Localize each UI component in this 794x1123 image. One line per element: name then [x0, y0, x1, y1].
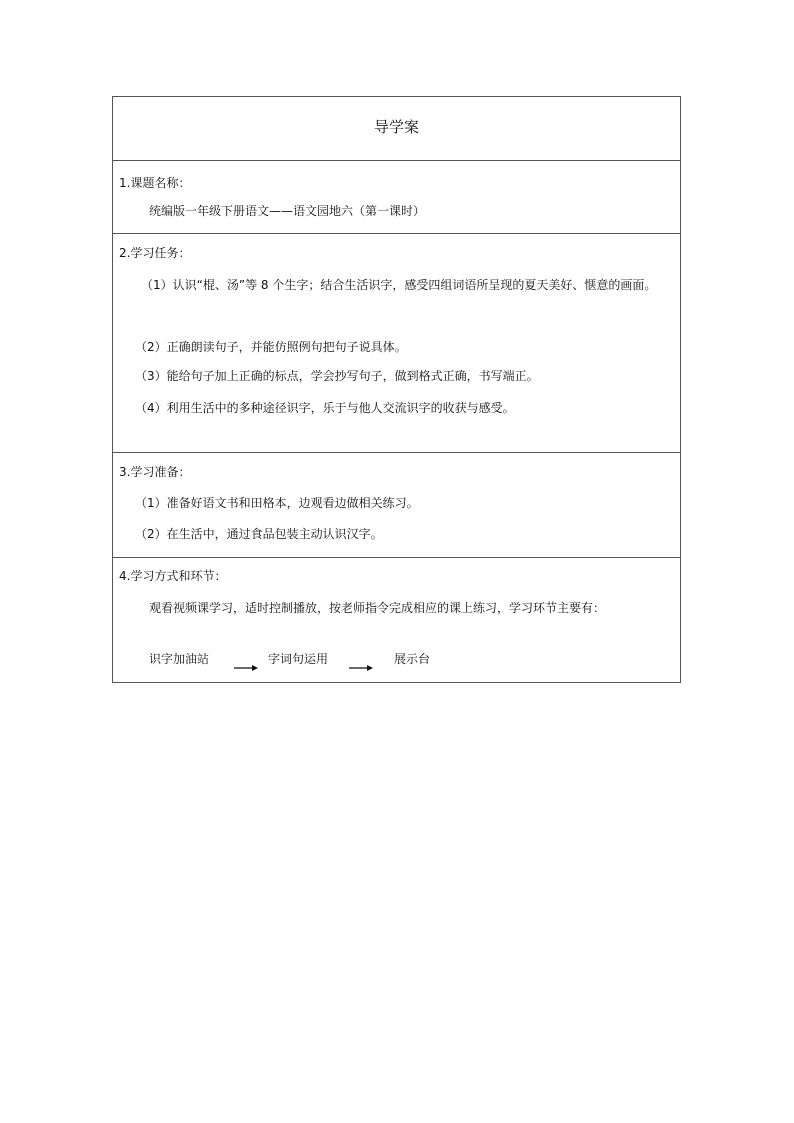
- task-item-2: （2）正确朗读句子，并能仿照例句把句子说具体。: [135, 340, 407, 354]
- task-item-4: （4）利用生活中的多种途径识字，乐于与他人交流识字的收获与感受。: [135, 401, 515, 415]
- learning-tasks-row: [113, 233, 680, 452]
- course-name-row: [113, 160, 680, 233]
- arrow-right-icon: [234, 664, 258, 672]
- learning-method-row: [113, 557, 680, 682]
- preparation-heading: 3.学习准备：: [119, 465, 191, 479]
- step-3-label: 展示台: [394, 652, 431, 666]
- step-1-label: 识字加油站: [149, 652, 210, 666]
- task-item-3: （3）能给句子加上正确的标点，学会抄写句子，做到格式正确，书写端正。: [135, 369, 539, 383]
- title-row: [113, 97, 680, 160]
- document-title: 导学案: [373, 118, 419, 136]
- method-description: 观看视频课学习，适时控制播放，按老师指令完成相应的课上练习，学习环节主要有：: [149, 601, 606, 615]
- preparation-item-2: （2）在生活中，通过食品包装主动认识汉字。: [135, 527, 383, 541]
- tasks-heading: 2.学习任务：: [119, 246, 191, 260]
- course-name-heading: 1.课题名称：: [119, 176, 191, 190]
- method-heading: 4.学习方式和环节：: [119, 569, 227, 583]
- step-2-label: 字词句运用: [268, 652, 329, 666]
- learning-preparation-row: [113, 452, 680, 557]
- guide-table: [112, 96, 681, 683]
- course-name-value: 统编版一年级下册语文——语文园地六（第一课时）: [149, 204, 426, 218]
- task-item-1: （1）认识“棍、汤”等 8 个生字；结合生活识字，感受四组词语所呈现的夏天美好、惬意的画面。: [141, 278, 657, 292]
- arrow-right-icon: [349, 664, 373, 672]
- preparation-item-1: （1）准备好语文书和田格本，边观看边做相关练习。: [135, 496, 419, 510]
